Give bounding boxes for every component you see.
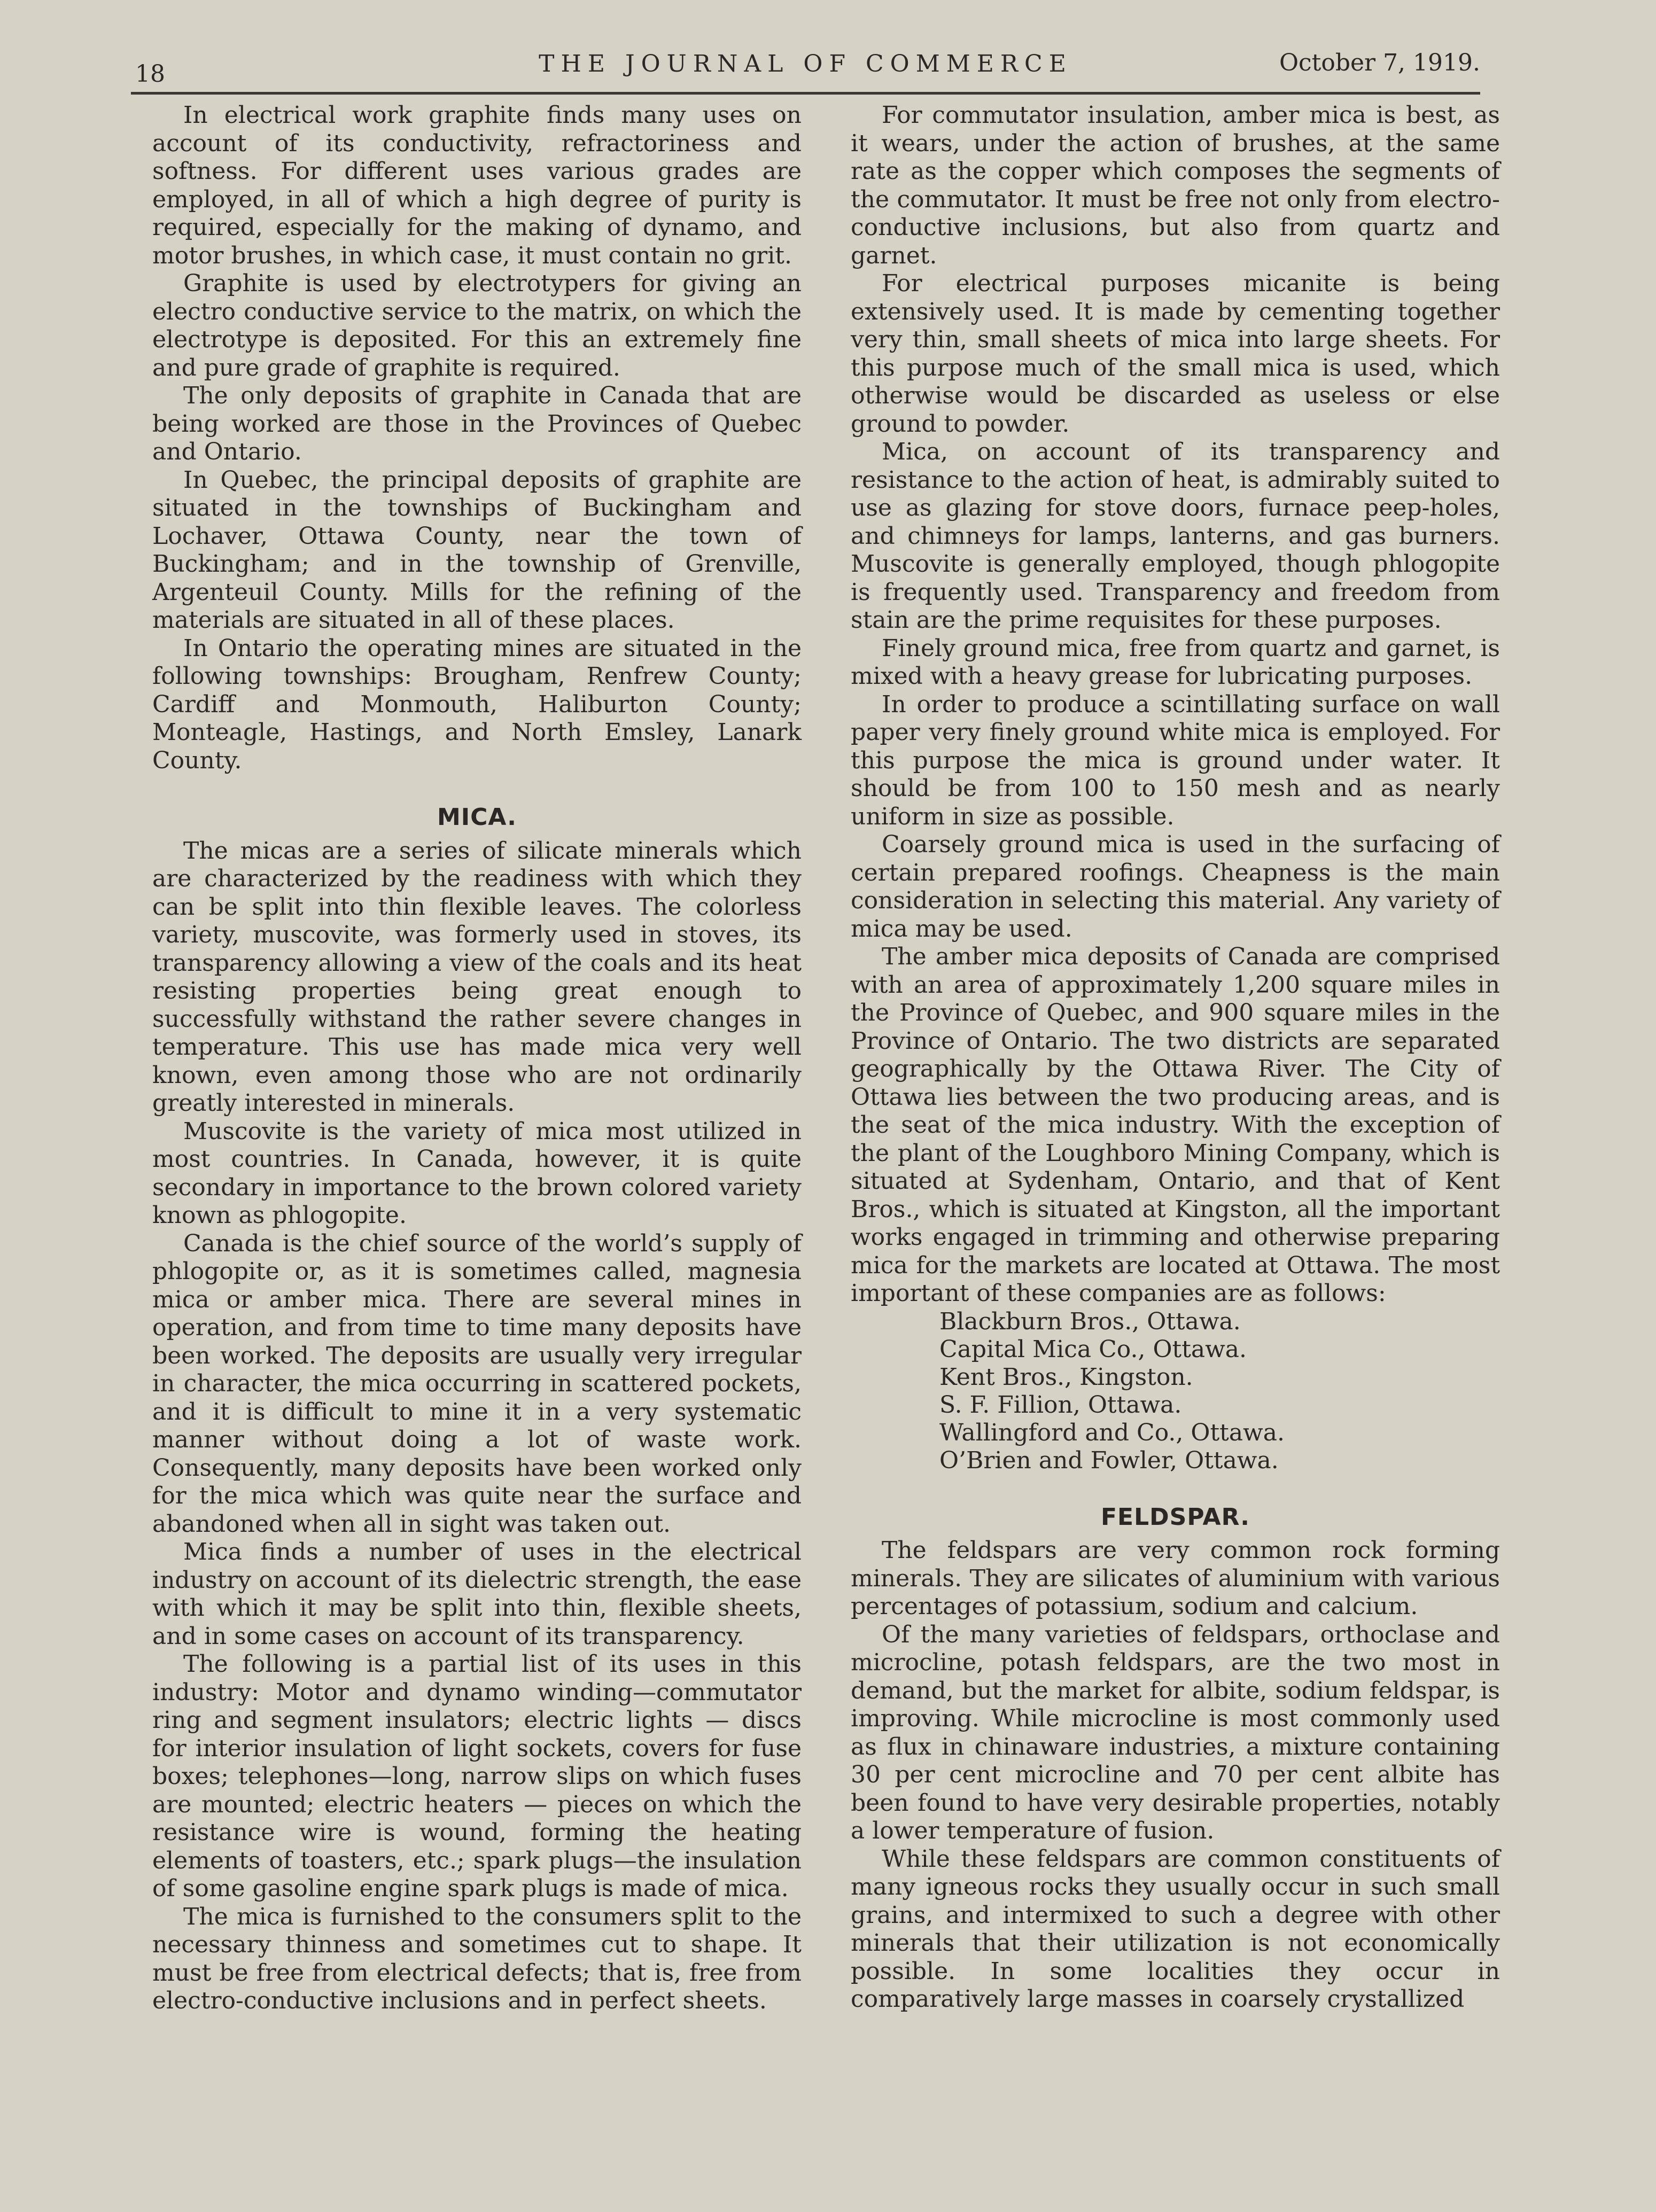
paragraph-muscovite: Muscovite is the variety of mica most utilized in most countries. In Canada, however, it is quite secondary in importance to the brown colored variety known as phlogopite. <box>152 1117 802 1229</box>
feldspar-heading: FELDSPAR. <box>1100 1503 1250 1531</box>
paragraph-quebec-deposits: In Quebec, the principal deposits of graphite are situated in the townships of Buckingham and Lochaver, Ottawa County, near the town of Buckingham; and in the township of Grenville, Argenteuil County. Mills for the refining of the materials are situated in all of these places. <box>152 466 802 634</box>
paragraph-glazing: Mica, on account of its transparency and resistance to the action of heat, is admirably suited to use as glazing for stove doors, furnace peep-holes, and chimneys for lamps, lanterns, and gas burners. Muscovite is generally employed, though phlogopite is frequently used. Transparency and freedom from stain are the prime requisites for these purposes. <box>851 438 1500 634</box>
paragraph-uses-list: The following is a partial list of its uses in this industry: Motor and dynamo winding—commutator ring and segment insulators; electric lights — discs for interior insulation of light sockets, covers for fuse boxes; telephones—long, narrow slips on which fuses are mounted; electric heaters — pieces on which the resistance wire is wound, forming the heating elements of toasters, etc.; spark plugs—the insulation of some gasoline engine spark plugs is made of mica. <box>152 1650 802 1902</box>
paragraph-feldspar-intro: The feldspars are very common rock forming minerals. They are silicates of aluminium with various percentages of potassium, sodium and calcium. <box>851 1537 1500 1620</box>
paragraph-electrical-uses: Mica finds a number of uses in the electrical industry on account of its dielectric strength, the ease with which it may be split into thin, flexible sheets, and in some cases on account of its transparency. <box>152 1538 802 1650</box>
paragraph-roofings: Coarsely ground mica is used in the surfacing of certain prepared roofings. Cheapness is the main consideration in selecting this material. Any variety of mica may be used. <box>851 831 1500 943</box>
paragraph-lubricating: Finely ground mica, free from quartz and garnet, is mixed with a heavy grease for lubricating purposes. <box>851 634 1500 690</box>
left-column <box>152 102 802 2132</box>
mica-heading: MICA. <box>437 804 517 831</box>
list-item: Wallingford and Co., Ottawa. <box>939 1419 1285 1446</box>
paragraph-graphite-uses: In electrical work graphite finds many uses on account of its conductivity, refractoriness and softness. For different uses various grades are employed, in all of which a high degree of purity is required, especially for the making of dynamo, and motor brushes, in which case, it must contain no grit. <box>152 102 802 269</box>
company-list <box>851 1308 1500 1475</box>
paragraph-graphite-deposits: The only deposits of graphite in Canada that are being worked are those in the Provinces of Quebec and Ontario. <box>152 382 802 465</box>
page-header <box>131 49 1480 95</box>
paragraph-micanite: For electrical purposes micanite is being extensively used. It is made by cementing together very thin, small sheets of mica into large sheets. For this purpose much of the small mica is used, which otherwise would be discarded as useless or else ground to powder. <box>851 270 1500 438</box>
paragraph-feldspar-varieties: Of the many varieties of feldspars, orthoclase and microcline, potash feldspars, are the two most in demand, but the market for albite, sodium feldspar, is improving. While microcline is most commonly used as flux in chinaware industries, a mixture containing 30 per cent microcline and 70 per cent albite has been found to have very desirable properties, notably a lower temperature of fusion. <box>851 1621 1500 1844</box>
paragraph-mica-furnished: The mica is furnished to the consumers split to the necessary thinness and sometimes cut to shape. It must be free from electrical defects; that is, free from electro-conductive inclusions and in perfect sheets. <box>152 1903 802 2014</box>
paragraph-phlogopite-supply: Canada is the chief source of the world’s supply of phlogopite or, as it is sometimes called, magnesia mica or amber mica. There are several mines in operation, and from time to time many deposits have been worked. The deposits are usually very irregular in character, the mica occurring in scattered pockets, and it is difficult to mine it in a very systematic manner without doing a lot of waste work. Consequently, many deposits have been worked only for the mica which was quite near the surface and abandoned when all in sight was taken out. <box>152 1229 802 1538</box>
issue-date: October 7, 1919. <box>1279 49 1480 76</box>
journal-title: THE JOURNAL OF COMMERCE <box>539 50 1072 77</box>
list-item: Blackburn Bros., Ottawa. <box>939 1307 1241 1335</box>
paragraph-feldspar-igneous: While these feldspars are common constituents of many igneous rocks they usually occur in such small grains, and intermixed to such a degree with other minerals that their utilization is not economically possible. In some localities they occur in comparatively large masses in coarsely crystallized <box>851 1845 1500 2013</box>
paragraph-amber-deposits: The amber mica deposits of Canada are comprised with an area of approximately 1,200 square miles in the Province of Quebec, and 900 square miles in the Province of Ontario. The two districts are separated geographically by the Ottawa River. The City of Ottawa lies between the two producing areas, and is the seat of the mica industry. With the exception of the plant of the Loughboro Mining Company, which is situated at Sydenham, Ontario, and that of Kent Bros., which is situated at Kingston, all the important works engaged in trimming and otherwise preparing mica for the markets are located at Ottawa. The most important of these companies are as follows: <box>851 943 1500 1307</box>
paragraph-wall-paper: In order to produce a scintillating surface on wall paper very finely ground white mica is employed. For this purpose the mica is ground under water. It should be from 100 to 150 mesh and as nearly uniform in size as possible. <box>851 690 1500 830</box>
paragraph-mica-intro: The micas are a series of silicate minerals which are characterized by the readiness with which they can be split into thin flexible leaves. The colorless variety, muscovite, was formerly used in stoves, its transparency allowing a view of the coals and its heat resisting properties being great enough to successfully withstand the rather severe changes in temperature. This use has made mica very well known, even among those who are not ordinarily greatly interested in minerals. <box>152 837 802 1117</box>
list-item: Kent Bros., Kingston. <box>939 1363 1193 1391</box>
paragraph-ontario-mines: In Ontario the operating mines are situated in the following townships: Brougham, Renfrew County; Cardiff and Monmouth, Haliburton County; Monteagle, Hastings, and North Emsley, Lanark County. <box>152 634 802 774</box>
right-column <box>851 102 1500 2132</box>
paragraph-commutator-insulation: For commutator insulation, amber mica is best, as it wears, under the action of brushes, at the same rate as the copper which composes the segments of the commutator. It must be free not only from electro-conductive inclusions, but also from quartz and garnet. <box>851 102 1500 269</box>
page-number: 18 <box>135 60 165 88</box>
list-item: O’Brien and Fowler, Ottawa. <box>939 1446 1279 1474</box>
list-item: Capital Mica Co., Ottawa. <box>939 1335 1247 1363</box>
list-item: S. F. Fillion, Ottawa. <box>939 1391 1182 1419</box>
paragraph-electrotypers: Graphite is used by electrotypers for giving an electro conductive service to the matrix, on which the electrotype is deposited. For this an extremely fine and pure grade of graphite is required. <box>152 270 802 381</box>
